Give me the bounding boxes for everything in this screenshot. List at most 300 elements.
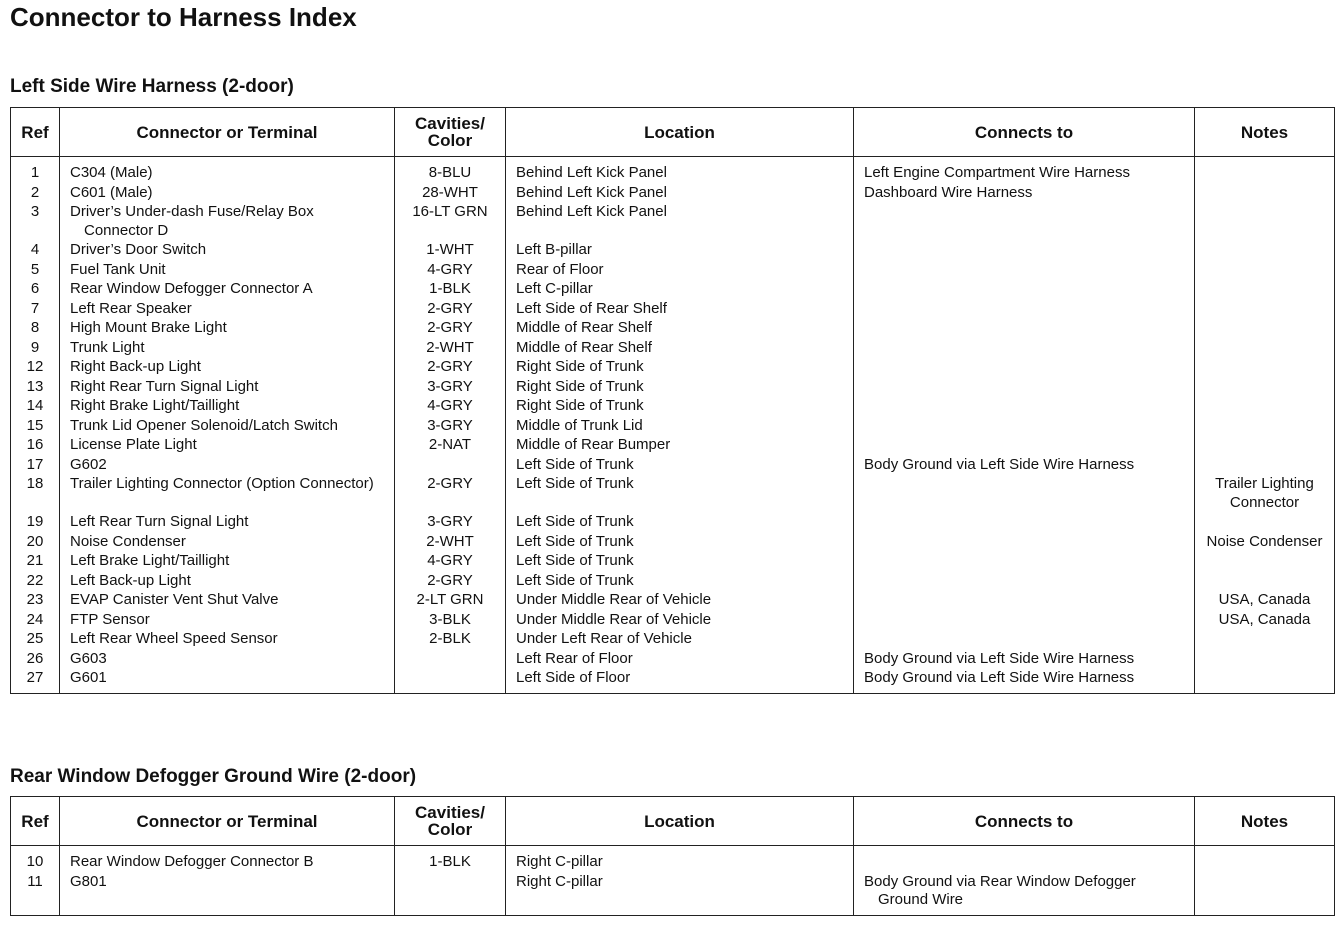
table-row	[11, 571, 1335, 591]
cavities-cell-text: 2-GRY	[427, 358, 473, 375]
cavities-cell	[395, 668, 506, 693]
notes-cell	[1195, 357, 1335, 377]
location-cell-text: Left Side of Rear Shelf	[516, 299, 667, 317]
notes-cell	[1195, 872, 1335, 916]
ref-cell	[11, 668, 60, 693]
ref-cell-text: 27	[26, 669, 44, 686]
location-cell	[506, 872, 854, 916]
location-cell-text: Under Left Rear of Vehicle	[516, 630, 692, 647]
table-row	[11, 435, 1335, 455]
location-cell-text: Middle of Rear Shelf	[516, 319, 652, 336]
ref-cell	[11, 279, 60, 299]
location-cell	[506, 474, 854, 512]
connects-to-cell	[854, 455, 1195, 475]
connects-to-cell	[854, 610, 1195, 630]
connector-cell	[60, 157, 395, 183]
connector-cell-text: License Plate Light	[70, 436, 197, 453]
cavities-cell-text: 2-BLK	[429, 630, 471, 647]
ref-cell-text: 2	[30, 183, 40, 201]
header-cavities-line2: Color	[427, 820, 473, 839]
notes-cell-text: Noise Condenser	[1206, 532, 1323, 550]
location-cell-text: Rear of Floor	[516, 260, 604, 278]
notes-cell	[1195, 299, 1335, 319]
location-cell-text: Left Side of Trunk	[516, 532, 634, 550]
connects-to-cell	[854, 240, 1195, 260]
location-cell	[506, 590, 854, 610]
cavities-cell-text: 3-GRY	[427, 416, 473, 434]
location-cell	[506, 668, 854, 693]
cavities-cell	[395, 260, 506, 280]
ref-cell	[11, 551, 60, 571]
notes-cell	[1195, 202, 1335, 240]
ref-cell	[11, 590, 60, 610]
connector-cell-text: Rear Window Defogger Connector A	[70, 280, 313, 297]
connector-cell	[60, 474, 395, 512]
notes-cell	[1195, 183, 1335, 203]
table-row	[11, 532, 1335, 552]
ref-cell-text: 24	[26, 610, 44, 628]
connector-cell	[60, 338, 395, 358]
ref-cell-text: 4	[30, 241, 40, 258]
header-cavities-line1: Cavities/	[415, 803, 485, 822]
connector-cell-text: C304 (Male)	[70, 164, 153, 181]
connector-cell-text: Left Rear Wheel Speed Sensor	[70, 630, 278, 647]
cavities-cell	[395, 474, 506, 512]
cavities-cell	[395, 240, 506, 260]
connects-to-cell	[854, 435, 1195, 455]
connector-cell-text: Rear Window Defogger Connector B	[70, 853, 314, 870]
ref-cell	[11, 157, 60, 183]
location-cell	[506, 299, 854, 319]
connects-to-cell	[854, 396, 1195, 416]
ref-cell	[11, 532, 60, 552]
location-cell-text: Under Middle Rear of Vehicle	[516, 591, 712, 608]
connector-cell	[60, 435, 395, 455]
notes-cell	[1195, 240, 1335, 260]
connects-to-cell-text-continued: Ground Wire	[878, 891, 964, 908]
table-header-row	[11, 108, 1335, 157]
cavities-cell-text: 4-GRY	[427, 260, 473, 278]
notes-cell	[1195, 571, 1335, 591]
connector-cell-text: G602	[70, 455, 107, 473]
connector-cell-text: Right Brake Light/Taillight	[70, 397, 240, 414]
harness-table-defogger-ground	[10, 796, 1335, 916]
table-row	[11, 396, 1335, 416]
ref-cell	[11, 872, 60, 916]
location-cell	[506, 279, 854, 299]
cavities-cell	[395, 338, 506, 358]
connects-to-cell	[854, 649, 1195, 669]
connector-cell	[60, 357, 395, 377]
table-row	[11, 338, 1335, 358]
ref-cell	[11, 318, 60, 338]
location-cell	[506, 435, 854, 455]
cavities-cell-text: 1-BLK	[429, 853, 471, 870]
location-cell	[506, 512, 854, 532]
table-row	[11, 299, 1335, 319]
location-cell	[506, 649, 854, 669]
location-cell	[506, 532, 854, 552]
cavities-cell-text: 2-GRY	[427, 475, 473, 492]
ref-cell-text: 13	[26, 377, 44, 395]
table-body	[11, 846, 1335, 916]
connects-to-cell-text: Left Engine Compartment Wire Harness	[864, 164, 1130, 181]
location-cell	[506, 455, 854, 475]
connector-cell	[60, 416, 395, 436]
cavities-cell-text: 2-NAT	[428, 436, 472, 453]
connector-cell-text: High Mount Brake Light	[70, 319, 227, 336]
harness-table-left-side	[10, 107, 1335, 694]
connects-to-cell-text: Dashboard Wire Harness	[864, 183, 1033, 201]
cavities-cell	[395, 590, 506, 610]
ref-cell-text: 25	[26, 630, 44, 647]
ref-cell	[11, 512, 60, 532]
cavities-cell	[395, 435, 506, 455]
ref-cell-text: 7	[30, 299, 40, 317]
ref-cell-text: 26	[26, 649, 44, 667]
cavities-cell	[395, 357, 506, 377]
cavities-cell	[395, 202, 506, 240]
cavities-cell-text: 16-LT GRN	[412, 203, 488, 220]
cavities-cell	[395, 157, 506, 183]
cavities-cell	[395, 610, 506, 630]
connector-cell	[60, 668, 395, 693]
cavities-cell-text: 28-WHT	[422, 183, 478, 201]
notes-cell	[1195, 610, 1335, 630]
notes-cell	[1195, 318, 1335, 338]
cavities-cell	[395, 846, 506, 872]
ref-cell-text: 16	[26, 436, 44, 453]
cavities-cell-text: 2-WHT	[426, 338, 474, 356]
notes-cell	[1195, 396, 1335, 416]
connects-to-cell	[854, 474, 1195, 512]
notes-cell	[1195, 668, 1335, 693]
notes-cell	[1195, 157, 1335, 183]
connector-cell	[60, 571, 395, 591]
ref-cell-text: 3	[30, 203, 40, 220]
ref-cell-text: 8	[30, 319, 40, 336]
cavities-cell-text: 2-LT GRN	[416, 591, 484, 608]
ref-cell	[11, 338, 60, 358]
connector-cell-text: G801	[70, 872, 107, 890]
connector-cell	[60, 649, 395, 669]
table-row	[11, 157, 1335, 183]
connects-to-cell	[854, 318, 1195, 338]
cavities-cell-text: 1-BLK	[429, 280, 471, 297]
notes-cell	[1195, 649, 1335, 669]
connects-to-cell-text: Body Ground via Left Side Wire Harness	[864, 455, 1135, 473]
header-cavities	[395, 108, 506, 157]
ref-cell	[11, 240, 60, 260]
table-body	[11, 157, 1335, 694]
connector-cell-text: Trailer Lighting Connector (Option Connector)	[70, 475, 374, 492]
ref-cell	[11, 629, 60, 649]
connects-to-cell	[854, 846, 1195, 872]
notes-cell	[1195, 532, 1335, 552]
connector-cell-text: EVAP Canister Vent Shut Valve	[70, 591, 279, 608]
connector-cell	[60, 202, 395, 240]
connector-cell	[60, 396, 395, 416]
cavities-cell	[395, 551, 506, 571]
ref-cell	[11, 416, 60, 436]
location-cell	[506, 240, 854, 260]
header-cavities	[395, 797, 506, 846]
cavities-cell-text: 2-WHT	[426, 532, 474, 550]
connector-cell-text: G601	[70, 669, 107, 686]
cavities-cell	[395, 649, 506, 669]
ref-cell-text: 10	[26, 853, 44, 870]
cavities-cell-text: 3-GRY	[427, 513, 473, 530]
connector-cell	[60, 610, 395, 630]
notes-cell	[1195, 377, 1335, 397]
header-location: Location	[506, 108, 854, 157]
connects-to-cell-text: Body Ground via Left Side Wire Harness	[864, 669, 1135, 686]
location-cell	[506, 846, 854, 872]
table-row	[11, 649, 1335, 669]
connector-cell-text: Trunk Lid Opener Solenoid/Latch Switch	[70, 416, 338, 434]
connector-cell	[60, 299, 395, 319]
header-connector: Connector or Terminal	[60, 108, 395, 157]
location-cell-text: Left B-pillar	[516, 241, 592, 258]
ref-cell-text: 22	[26, 571, 44, 589]
cavities-cell-text: 8-BLU	[428, 164, 472, 181]
ref-cell	[11, 846, 60, 872]
location-cell-text: Left Side of Trunk	[516, 475, 634, 492]
connector-cell-text: Left Rear Turn Signal Light	[70, 513, 249, 530]
ref-cell	[11, 299, 60, 319]
location-cell-text: Left Side of Trunk	[516, 552, 634, 569]
notes-cell	[1195, 629, 1335, 649]
connects-to-cell	[854, 279, 1195, 299]
location-cell-text: Middle of Rear Bumper	[516, 436, 671, 453]
cavities-cell	[395, 416, 506, 436]
notes-cell	[1195, 474, 1335, 512]
connects-to-cell	[854, 512, 1195, 532]
location-cell-text: Left Side of Trunk	[516, 571, 634, 589]
table-row	[11, 377, 1335, 397]
cavities-cell-text: 2-GRY	[427, 299, 473, 317]
location-cell-text: Under Middle Rear of Vehicle	[516, 610, 712, 628]
ref-cell-text: 17	[26, 455, 44, 473]
location-cell-text: Behind Left Kick Panel	[516, 203, 667, 220]
connector-cell-text: G603	[70, 649, 107, 667]
cavities-cell	[395, 872, 506, 916]
connects-to-cell	[854, 532, 1195, 552]
cavities-cell	[395, 532, 506, 552]
location-cell	[506, 338, 854, 358]
connects-to-cell	[854, 629, 1195, 649]
header-ref: Ref	[11, 108, 60, 157]
notes-cell-text: Trailer Lighting	[1215, 475, 1314, 492]
table-row	[11, 629, 1335, 649]
table-row	[11, 610, 1335, 630]
connector-cell-text: Left Brake Light/Taillight	[70, 552, 230, 569]
connector-cell	[60, 512, 395, 532]
connects-to-cell	[854, 157, 1195, 183]
notes-cell-text: USA, Canada	[1218, 610, 1311, 628]
connector-cell-text: Driver’s Under-dash Fuse/Relay Box	[70, 203, 314, 220]
location-cell-text: Left Rear of Floor	[516, 649, 633, 667]
location-cell	[506, 571, 854, 591]
notes-cell	[1195, 260, 1335, 280]
notes-cell-text-continued: Connector	[1229, 493, 1300, 511]
ref-cell-text: 19	[26, 513, 44, 530]
location-cell	[506, 551, 854, 571]
notes-cell	[1195, 338, 1335, 358]
ref-cell-text: 11	[27, 872, 43, 890]
location-cell	[506, 357, 854, 377]
location-cell-text: Right C-pillar	[516, 853, 603, 870]
connects-to-cell	[854, 872, 1195, 916]
connects-to-cell	[854, 338, 1195, 358]
connector-cell-text: Left Rear Speaker	[70, 299, 192, 317]
location-cell-text: Behind Left Kick Panel	[516, 164, 667, 181]
ref-cell	[11, 377, 60, 397]
connector-cell	[60, 455, 395, 475]
ref-cell-text: 6	[30, 280, 40, 297]
table-row	[11, 668, 1335, 693]
ref-cell	[11, 435, 60, 455]
table-row	[11, 416, 1335, 436]
connects-to-cell-text: Body Ground via Rear Window Defogger	[864, 872, 1136, 890]
ref-cell	[11, 571, 60, 591]
ref-cell-text: 15	[26, 416, 44, 434]
table-row	[11, 183, 1335, 203]
connects-to-cell	[854, 668, 1195, 693]
connects-to-cell	[854, 377, 1195, 397]
section-title-defogger-ground: Rear Window Defogger Ground Wire (2-door)	[10, 766, 417, 787]
cavities-cell	[395, 396, 506, 416]
table-row	[11, 202, 1335, 240]
ref-cell-text: 14	[26, 397, 44, 414]
connects-to-cell-text: Body Ground via Left Side Wire Harness	[864, 649, 1135, 667]
connector-cell	[60, 377, 395, 397]
cavities-cell-text: 2-GRY	[427, 571, 473, 589]
cavities-cell-text: 4-GRY	[427, 552, 473, 569]
connector-cell	[60, 279, 395, 299]
ref-cell-text: 1	[30, 164, 40, 181]
notes-cell-text: USA, Canada	[1218, 591, 1311, 608]
location-cell-text: Left Side of Trunk	[516, 455, 634, 473]
location-cell	[506, 610, 854, 630]
location-cell-text: Right Side of Trunk	[516, 377, 644, 395]
connector-cell	[60, 551, 395, 571]
cavities-cell-text: 3-GRY	[427, 377, 473, 395]
connector-cell-text: Fuel Tank Unit	[70, 260, 166, 278]
ref-cell	[11, 610, 60, 630]
location-cell	[506, 183, 854, 203]
connector-cell	[60, 846, 395, 872]
notes-cell	[1195, 846, 1335, 872]
connects-to-cell	[854, 299, 1195, 319]
location-cell-text: Left C-pillar	[516, 280, 593, 297]
ref-cell-text: 23	[26, 591, 44, 608]
table-row	[11, 455, 1335, 475]
location-cell-text: Behind Left Kick Panel	[516, 183, 667, 201]
header-connects-to: Connects to	[854, 797, 1195, 846]
ref-cell	[11, 183, 60, 203]
ref-cell-text: 9	[30, 338, 40, 356]
cavities-cell	[395, 318, 506, 338]
connects-to-cell	[854, 357, 1195, 377]
cavities-cell-text: 4-GRY	[427, 397, 473, 414]
table-row	[11, 551, 1335, 571]
connector-cell-text: C601 (Male)	[70, 183, 153, 201]
connector-cell-text: Noise Condenser	[70, 532, 186, 550]
connector-cell	[60, 260, 395, 280]
page-title: Connector to Harness Index	[10, 2, 357, 32]
connector-cell	[60, 240, 395, 260]
connector-cell	[60, 183, 395, 203]
table-row	[11, 872, 1335, 916]
connector-cell-text: Right Rear Turn Signal Light	[70, 377, 259, 395]
location-cell	[506, 157, 854, 183]
connects-to-cell	[854, 416, 1195, 436]
location-cell-text: Left Side of Floor	[516, 669, 631, 686]
notes-cell	[1195, 435, 1335, 455]
cavities-cell-text: 1-WHT	[426, 241, 474, 258]
header-notes: Notes	[1195, 797, 1335, 846]
table-row	[11, 474, 1335, 512]
table-header-row	[11, 797, 1335, 846]
ref-cell	[11, 474, 60, 512]
location-cell	[506, 416, 854, 436]
header-connects-to: Connects to	[854, 108, 1195, 157]
ref-cell	[11, 396, 60, 416]
location-cell	[506, 629, 854, 649]
notes-cell	[1195, 512, 1335, 532]
ref-cell-text: 21	[26, 552, 44, 569]
notes-cell	[1195, 279, 1335, 299]
connector-cell	[60, 532, 395, 552]
header-ref: Ref	[11, 797, 60, 846]
location-cell-text: Right Side of Trunk	[516, 397, 644, 414]
connects-to-cell	[854, 590, 1195, 610]
connects-to-cell	[854, 571, 1195, 591]
ref-cell-text: 5	[30, 260, 40, 278]
ref-cell	[11, 202, 60, 240]
notes-cell	[1195, 590, 1335, 610]
table-row	[11, 260, 1335, 280]
table-row	[11, 512, 1335, 532]
header-cavities-line2: Color	[427, 131, 473, 150]
connector-cell-text-continued: Connector D	[84, 221, 169, 239]
table-row	[11, 279, 1335, 299]
ref-cell-text: 20	[26, 532, 44, 550]
location-cell-text: Right C-pillar	[516, 872, 603, 890]
cavities-cell	[395, 455, 506, 475]
cavities-cell	[395, 299, 506, 319]
cavities-cell	[395, 629, 506, 649]
location-cell	[506, 396, 854, 416]
location-cell-text: Left Side of Trunk	[516, 513, 634, 530]
notes-cell	[1195, 416, 1335, 436]
connects-to-cell	[854, 202, 1195, 240]
ref-cell	[11, 455, 60, 475]
cavities-cell-text: 2-GRY	[427, 319, 473, 336]
connects-to-cell	[854, 260, 1195, 280]
header-cavities-line1: Cavities/	[415, 114, 485, 133]
notes-cell	[1195, 455, 1335, 475]
connector-cell	[60, 590, 395, 610]
table-row	[11, 240, 1335, 260]
connector-cell-text: FTP Sensor	[70, 610, 150, 628]
connector-cell	[60, 629, 395, 649]
location-cell	[506, 377, 854, 397]
header-location: Location	[506, 797, 854, 846]
notes-cell	[1195, 551, 1335, 571]
table-row	[11, 357, 1335, 377]
